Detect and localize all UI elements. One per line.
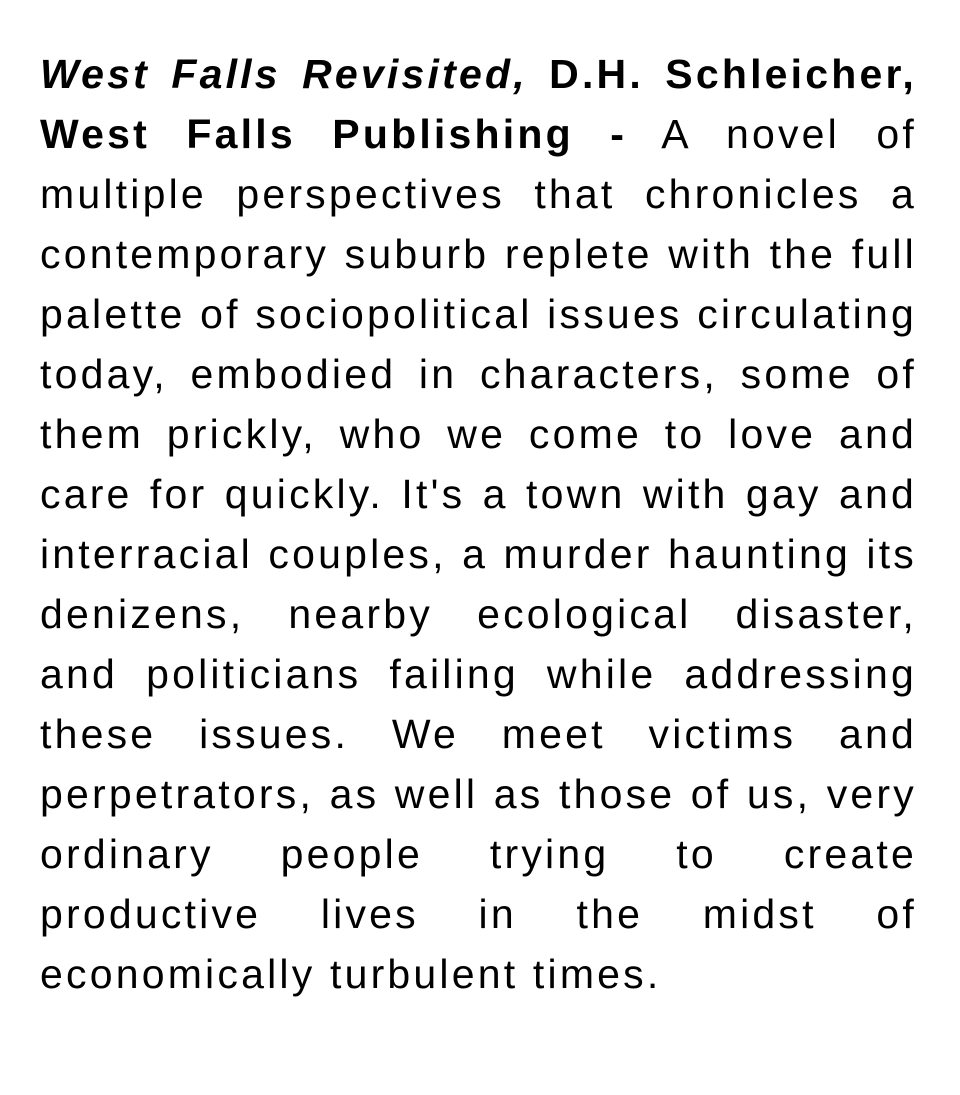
author-publisher-byline: D.H. Schleicher, West Falls Publishing - bbox=[40, 51, 918, 157]
review-body-text: A novel of multiple perspectives that chronicles a contemporary suburb replete with the full palette of sociopolitical issues circulating today, embodied in characters, some of them prickly, who we come to love and care for quickly. It's a town with gay and interracial couples, a murder haunting its denizens, nearby ecological disaster, and politicians failing while addressing these issues. We meet victims and perpetrators, as well as those of us, very ordinary people trying to create productive lives in the midst of economically turbulent times. bbox=[40, 111, 917, 997]
book-title: West Falls Revisited, bbox=[40, 51, 528, 97]
book-review-paragraph bbox=[40, 44, 917, 1004]
